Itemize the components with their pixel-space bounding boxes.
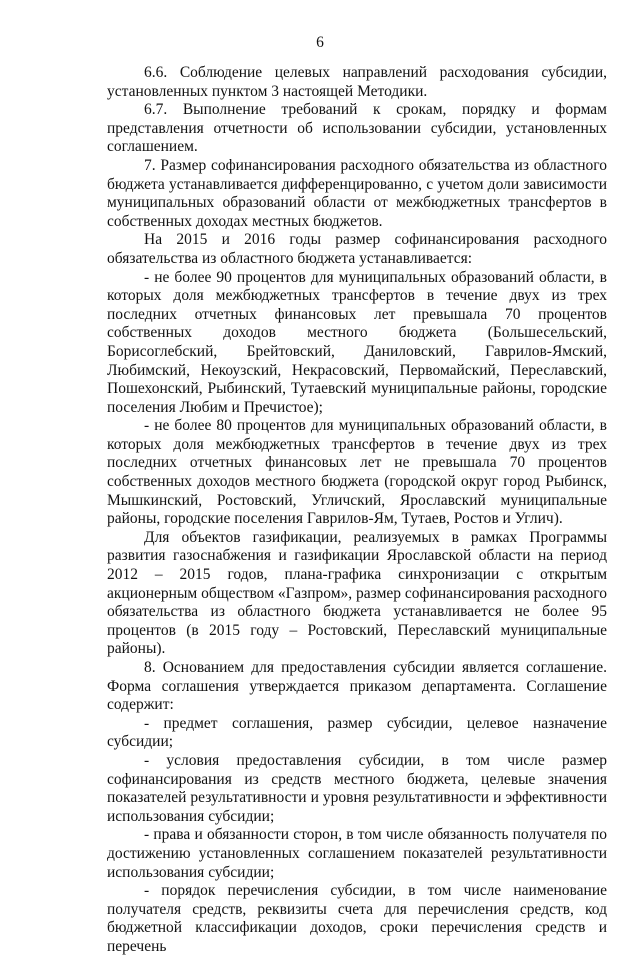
document-body: [107, 64, 607, 957]
paragraph-8: 8. Основанием для предоставления субсидии является соглашение. Форма соглашения утверждается приказом департамента. Соглашение содержит:: [107, 659, 607, 714]
list-item-80-percent: - не более 80 процентов для муниципальных образований области, в которых доля межбюджетных трансфертов в течение двух из трех последних отчетных финансовых лет не превышала 70 процентов собственных доходов местного бюджета (городской округ город Рыбинск, Мышкинский, Ростовский, Угличский, Ярославский муниципальные районы, городские поселения Гаврилов-Ям, Тутаев, Ростов и Углич).: [107, 417, 607, 528]
paragraph-6-6: 6.6. Соблюдение целевых направлений расходования субсидии, установленных пунктом 3 настоящей Методики.: [107, 64, 607, 100]
list-item-90-percent: - не более 90 процентов для муниципальных образований области, в которых доля межбюджетных трансфертов в течение двух из трех последних отчетных финансовых лет превышала 70 процентов собственных доходов местного бюджета (Большесельский, Борисоглебский, Брейтовский, Даниловский, Гаврилов-Ямский, Любимский, Некоузский, Некрасовский, Первомайский, Переславский, Пошехонский, Рыбинский, Тутаевский муниципальные районы, городские поселения Любим и Пречистое);: [107, 268, 607, 416]
paragraph-gasification: Для объектов газификации, реализуемых в рамках Программы развития газоснабжения и газификации Ярославской области на период 2012 – 2015 годов, плана-графика синхронизации с открытым акционерным обществом «Газпром», размер софинансирования расходного обязательства из областного бюджета устанавливается не более 95 процентов (в 2015 году – Ростовский, Переславский муниципальные районы).: [107, 528, 608, 658]
page-number: 6: [316, 34, 324, 51]
list-item-transfer-order: - порядок перечисления субсидии, в том числе наименование получателя средств, реквизиты счета для перечисления средств, код бюджетной классификации доходов, сроки перечисления средств и перечень: [107, 882, 607, 955]
paragraph-2015-2016: На 2015 и 2016 годы размер софинансирования расходного обязательства из областного бюджета устанавливается:: [107, 231, 607, 267]
list-item-rights: - права и обязанности сторон, в том числе обязанность получателя по достижению установленных соглашением показателей результативности использования субсидии;: [107, 826, 607, 881]
list-item-subject: - предмет соглашения, размер субсидии, целевое назначение субсидии;: [107, 714, 607, 751]
list-item-conditions: - условия предоставления субсидии, в том числе размер софинансирования из средств местного бюджета, целевые значения показателей результативности и уровня результативности и эффективности использования субсидии;: [107, 751, 607, 825]
paragraph-6-7: 6.7. Выполнение требований к срокам, порядку и формам представления отчетности об использовании субсидии, установленных соглашением.: [107, 101, 607, 156]
paragraph-7: 7. Размер софинансирования расходного обязательства из областного бюджета устанавливается дифференцированно, с учетом доли зависимости муниципальных образований области от межбюджетных трансфертов в собственных доходах местных бюджетов.: [107, 156, 607, 230]
